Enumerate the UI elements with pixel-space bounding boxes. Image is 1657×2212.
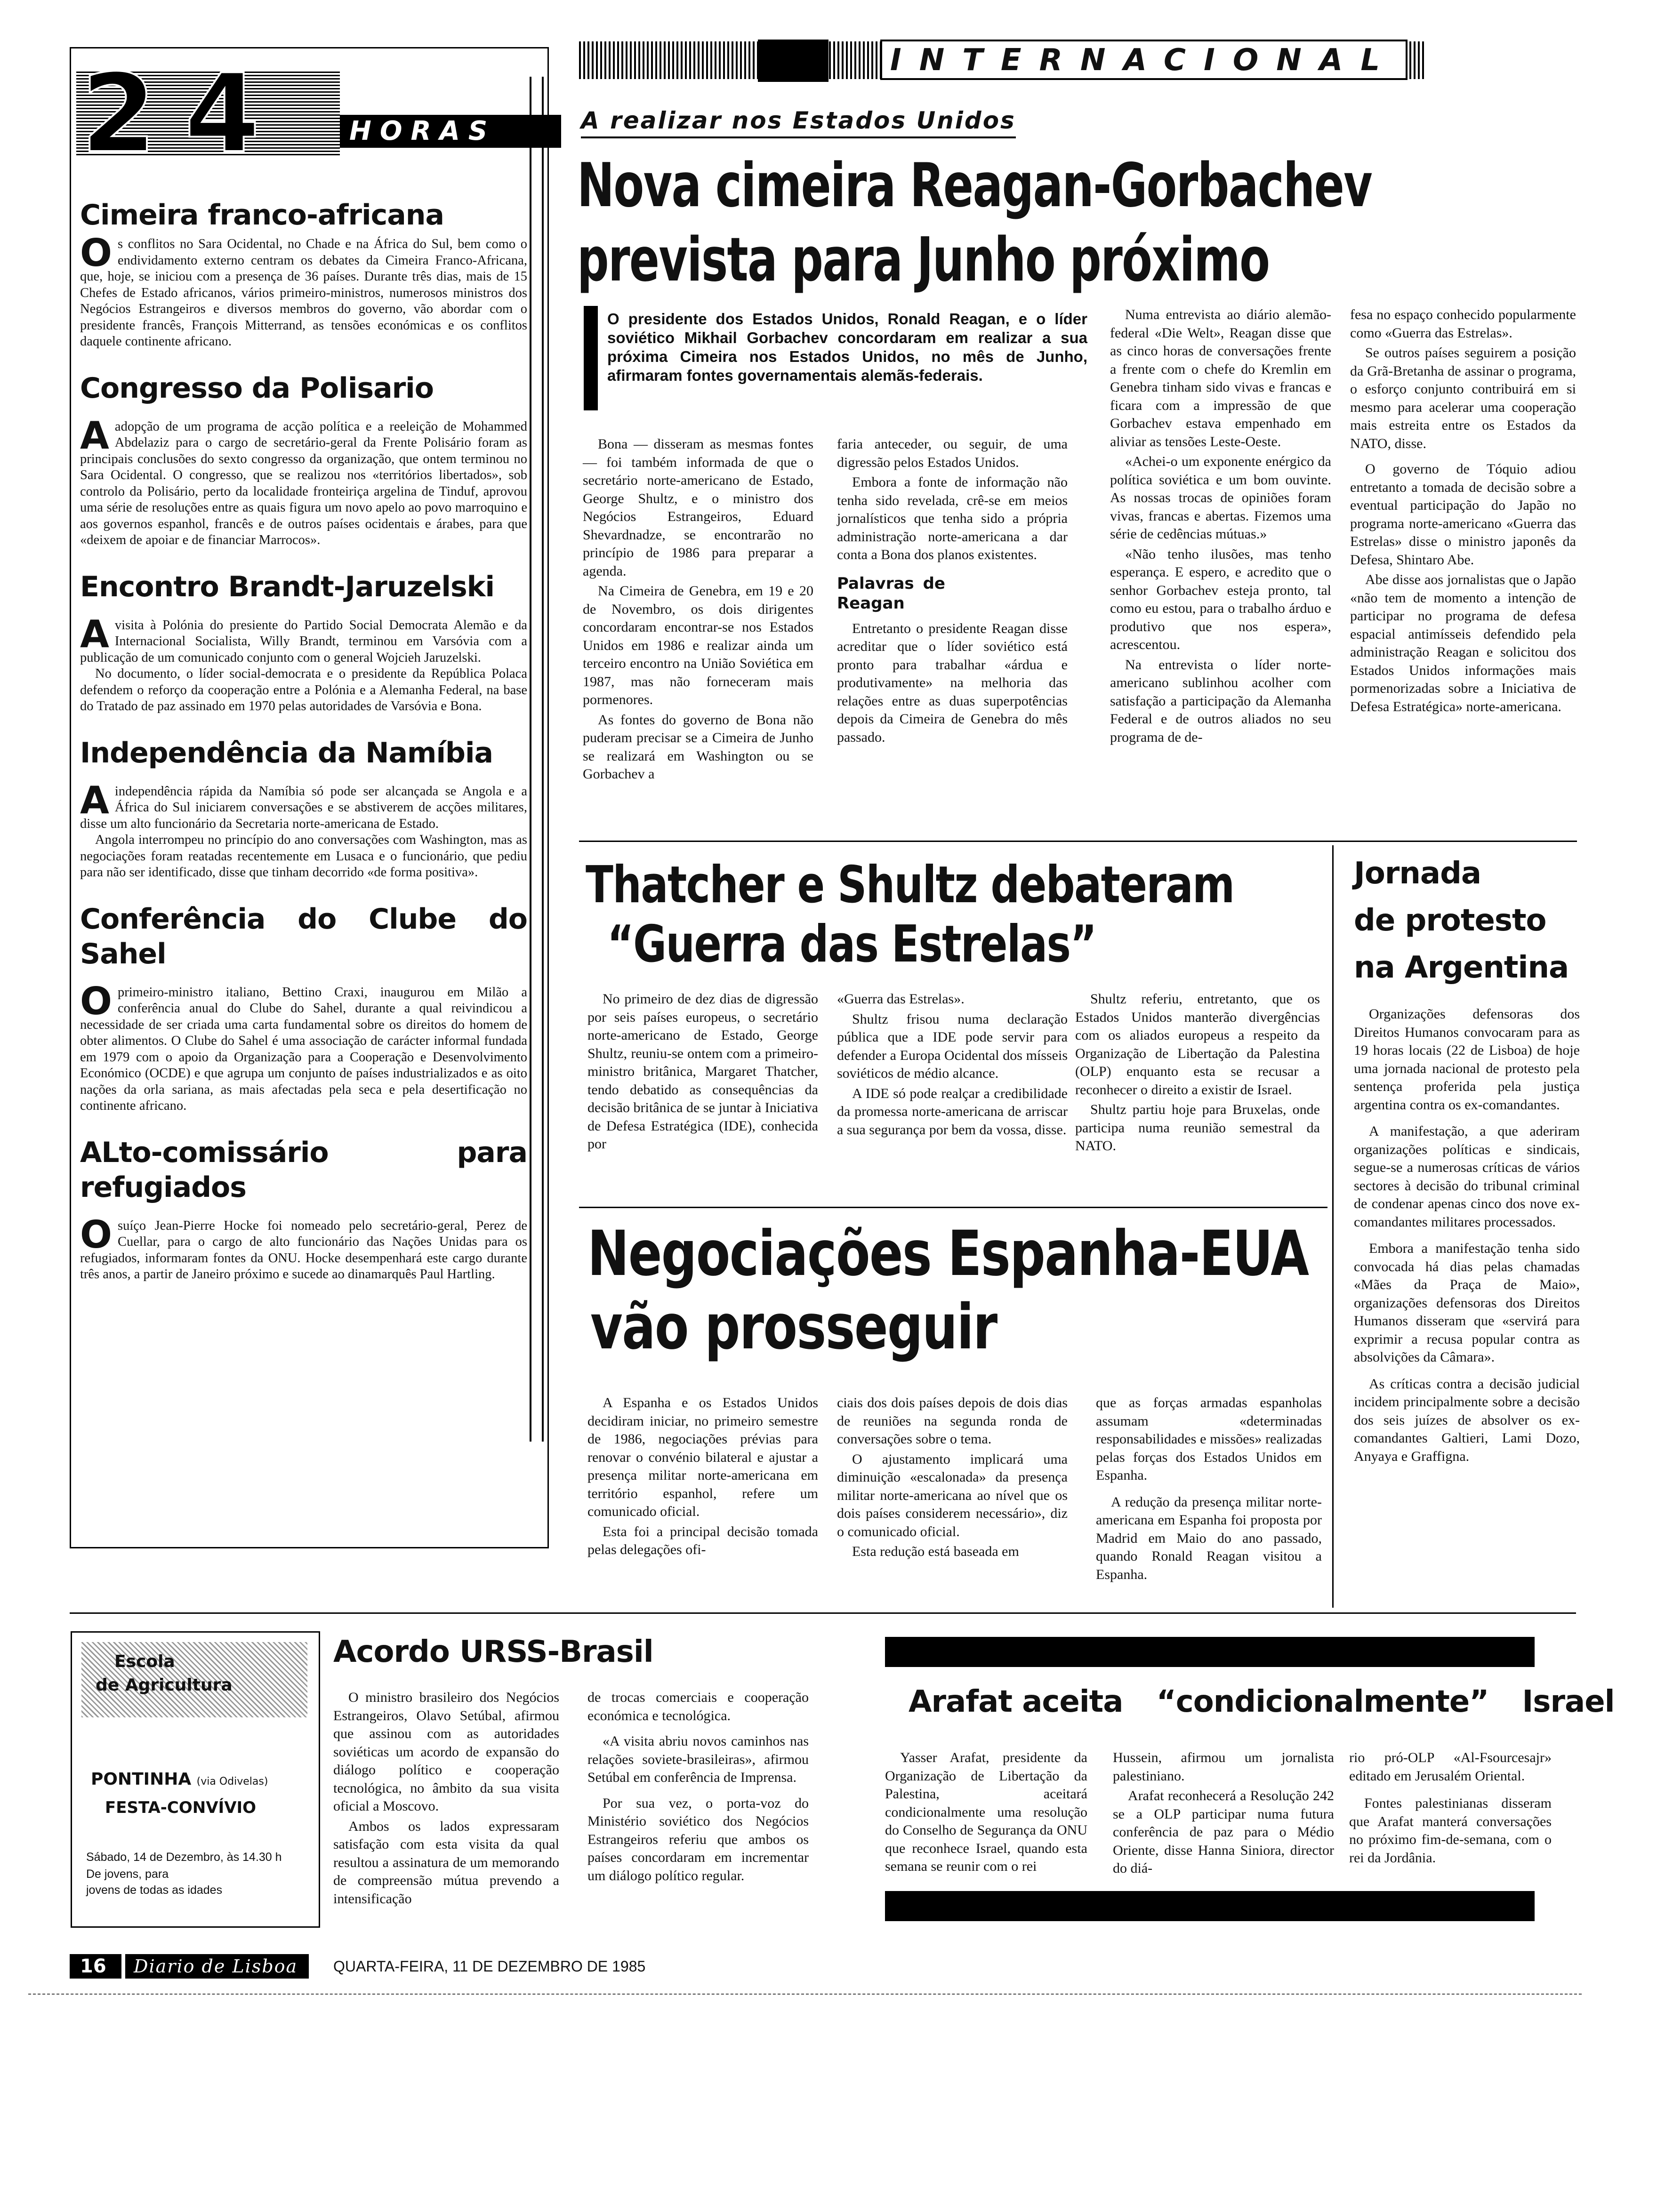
paragraph: Esta foi a principal decisão tomada pelas delegações ofi- xyxy=(587,1523,818,1557)
sidebar-item xyxy=(80,569,527,715)
article6-col-1 xyxy=(885,1749,1087,1878)
paragraph: Hussein, afirmou um jornalista palestiniano. xyxy=(1113,1750,1334,1784)
sidebar-item-text: primeiro-ministro italiano, Bettino Craxi, inaugurou em Milão a conferência anual do Clube do Sahel, durante a qual reivindicou a necessidade de ser criada uma carta fundamental sobre os direitos do homem de obter alimentos. O Clube do Sahel é uma associação de carácter informal fundada em 1979 com o apoio da Organização para a Cooperação e Desenvolvimento Económico (OCDE) e que agrupa um conjunto de países industrializados e as oito nações da orla sariana, as mais afectadas pela seca e pela desertificação no continente africano. xyxy=(80,985,527,1113)
article1-headline-2: prevista para Junho próximo xyxy=(577,225,1270,295)
dropcap: O xyxy=(80,1212,113,1257)
paragraph: faria anteceder, ou seguir, de uma digressão pelos Estados Unidos. xyxy=(837,436,1068,470)
article6-top-bar xyxy=(885,1637,1535,1667)
paragraph: «Guerra das Estrelas». xyxy=(837,991,965,1007)
paragraph: Se outros países seguirem a posição da Grã-Bretanha de assinar o programa, o esforço conjunto contribuirá em si mesmo para acelerar uma cooperação mais estreita entre os Estados da NATO, disse. xyxy=(1350,345,1576,451)
sidebar-item-text: independência rápida da Namíbia só pode ser alcançada se Angola e a África do Sul iniciarem conversações e se abstiverem de acções militares, disse um alto funcionário da Secretaria norte-americana de Estado. xyxy=(80,784,527,831)
paragraph: Numa entrevista ao diário alemão-federal «Die Welt», Reagan disse que as cinco horas de conversações frente a frente com o chefe do Kremlin em Genebra tinham sido vivas e francas e ficara com a impressão de que Gorbachev estava empenhado em aliviar as tensões Leste-Oeste. xyxy=(1110,307,1331,449)
article3-headline-3: na Argentina xyxy=(1354,950,1569,985)
divider xyxy=(70,1612,1576,1614)
ad-place-note: (via Odivelas) xyxy=(196,1776,268,1787)
paragraph: rio pró-OLP «Al-Fsourcesajr» editado em Jerusalém Oriental. xyxy=(1349,1750,1552,1784)
kicker: A realizar nos Estados Unidos xyxy=(581,106,1016,138)
ad-line-1: Escola xyxy=(114,1652,175,1671)
paragraph: Yasser Arafat, presidente da Organização de Libertação da Palestina, aceitará condicionalmente uma resolução do Conselho de Segurança da ONU que reconhece Israel, quando esta semana se reunir com o rei xyxy=(885,1750,1087,1874)
article4-headline-2: vão prosseguir xyxy=(590,1291,997,1363)
article2-col-2 xyxy=(837,990,1068,1141)
sidebar-item-title: Congresso da Polisario xyxy=(80,371,434,405)
paragraph: que as forças armadas espanholas assumam «determinadas responsabilidades e missões» realizadas pelas forças dos Estados Unidos em Espanha. xyxy=(1096,1395,1322,1483)
article4-headline-1: Negociações Espanha-EUA xyxy=(587,1218,1309,1290)
sidebar-item-text: Angola interrompeu no princípio do ano conversações com Washington, mas as negociações foram reatadas recentemente em Lusaca e o funcionário, que pediu para não ser identificado, disse que tinham decorrido «de forma positiva». xyxy=(80,833,527,880)
divider xyxy=(579,1207,1327,1208)
article6-headline-3: Israel xyxy=(1522,1684,1615,1719)
ad-line-2: de Agricultura xyxy=(96,1675,233,1695)
article6-headline xyxy=(909,1683,1615,1721)
sidebar-item-text: visita à Polónia do presiente do Partido Social Democrata Alemão e da Internacional Socialista, Willy Brandt, terminou em Varsóvia com a publicação de um comunicado conjunto com o general Wojcieh Jaruzelski. xyxy=(80,617,527,665)
sidebar-item xyxy=(80,736,527,881)
sidebar-label: HORAS xyxy=(340,115,561,148)
paragraph: A manifestação, a que aderiram organizações políticas e sindicais, segue-se a numerosas críticas de vários sectores à decisão do tribunal criminal de condenar apenas cinco dos nove ex-comandantes militares processados. xyxy=(1354,1123,1580,1230)
article6-headline-1: Arafat aceita xyxy=(909,1684,1123,1719)
article2-headline-2: “Guerra das Estrelas” xyxy=(607,915,1096,974)
dropcap: A xyxy=(80,612,109,656)
paragraph: Shultz referiu, entretanto, que os Estados Unidos manterão divergências com os aliados europeus a respeito da Organização de Libertação da Palestina (OLP) enquanto esta se recusar a reconhecer o direito a existir de Israel. xyxy=(1075,991,1320,1098)
sidebar-item-text: s conflitos no Sara Ocidental, no Chade e na África do Sul, bem como o endividamento externo centram os debates da Cimeira Franco-Africana, que, hoje, se iniciou com a presença de 36 países. Durante três dias, mais de 15 Chefes de Estado africanos, vários primeiro-ministros, numerosos ministros dos Negócios Estrangeiros e diversos membros do governo, vão abordar com o presidente francês, François Mitterrand, as tensões económicas e os conflitos daquele continente africano. xyxy=(80,237,527,349)
sidebar-item xyxy=(80,198,527,350)
article3-headline-2: de protesto xyxy=(1354,903,1546,938)
sidebar-item xyxy=(80,371,527,549)
article1-col-3 xyxy=(1110,306,1331,748)
ad-place-name: PONTINHA xyxy=(91,1770,192,1789)
article3-body xyxy=(1354,1005,1580,1467)
article2-col-1 xyxy=(587,990,818,1155)
dropcap: A xyxy=(80,413,109,457)
sidebar-number: 24 xyxy=(81,51,289,177)
paragraph: Embora a manifestação tenha sido convocada há dias pelas chamadas «Mães da Praça de Maio», organizações defensoras dos Direitos Humanos disseram que «servirá para exprimir a recusa popular contra as absolvições da Câmara». xyxy=(1354,1241,1580,1365)
ad-audience-1: De jovens, para xyxy=(86,1867,169,1881)
article1-lead-bar xyxy=(584,306,598,410)
paragraph: O ministro brasileiro dos Negócios Estrangeiros, Olavo Setúbal, afirmou que assinou com as autoridades soviéticas um acordo de expansão do diálogo político e cooperação tecnológica, no âmbito da sua visita oficial a Moscovo. xyxy=(333,1690,559,1814)
article6-col-3 xyxy=(1349,1749,1552,1869)
issue-date: QUARTA-FEIRA, 11 DE DEZEMBRO DE 1985 xyxy=(333,1958,646,1975)
article4-col-2 xyxy=(837,1394,1068,1563)
sidebar-item-title: Independência da Namíbia xyxy=(80,736,493,769)
paragraph: «A visita abriu novos caminhos nas relações soviete-brasileiras», afirmou Setúbal em conferência de Imprensa. xyxy=(587,1733,809,1785)
paragraph: Fontes palestinianas disseram que Arafat manterá conversações no próximo fim-de-semana, com o rei da Jordânia. xyxy=(1349,1795,1552,1866)
sidebar-header xyxy=(76,51,542,177)
paragraph: Abe disse aos jornalistas que o Japão «não tem de momento a intenção de participar no programa de defesa espacial antimísseis defendido pela administração Reagan e solicitou dos Estados Unidos informações mais pormenorizadas sobre a Iniciativa de Defesa Estratégica» norte-americana. xyxy=(1350,572,1576,714)
sidebar-item-text: adopção de um programa de acção política e a reeleição de Mohammed Abdelaziz para o cargo de secretário-geral da Frente Polisário foram as principais conclusões do sexto congresso da organização, que ontem terminou no Sara Ocidental. O congresso, que se realizou nos «territórios libertados», sob controlo da Polisário, perto da localidade fronteiriça argelina de Tinduf, aprovou uma série de resoluções entre as quais figura um novo apelo ao povo marroquino e aos governos espanhol, francês e de outros países ocidentais e árabes, para que «deixem de apoiar e de financiar Marrocos». xyxy=(80,419,527,547)
sidebar-item xyxy=(80,1135,527,1283)
section-banner xyxy=(579,33,1577,85)
article6-bottom-bar xyxy=(885,1891,1535,1921)
article4-col-1 xyxy=(587,1394,818,1561)
sidebar-item-text: No documento, o líder social-democrata e o presidente da República Polaca defendem o reforço da cooperação entre a Polónia e a Alemanha Federal, na base do Tratado de paz assinado em 1970 pelas autoridades de Varsóvia e Bona. xyxy=(80,666,527,713)
sidebar-item-title: Encontro Brandt-Jaruzelski xyxy=(80,570,495,603)
paragraph: Arafat reconhecerá a Resolução 242 se a OLP participar numa futura conferência de paz para o Médio Oriente, disse Hanna Siniora, director do diá- xyxy=(1113,1788,1334,1876)
paragraph: Na entrevista o líder norte-americano sublinhou acolher com satisfação a participação da Alemanha Federal e de outros aliados no seu programa de de- xyxy=(1110,657,1331,745)
sidebar-items xyxy=(80,198,527,1283)
section-title: INTERNACIONAL xyxy=(880,40,1408,80)
ad-audience-2: jovens de todas as idades xyxy=(86,1883,223,1897)
paragraph: Shultz frisou numa declaração pública que a IDE pode servir para defender a Europa Ocidental dos mísseis soviéticos de médio alcance. xyxy=(837,1011,1068,1081)
ad-date: Sábado, 14 de Dezembro, às 14.30 h xyxy=(86,1851,282,1864)
article5-col-1 xyxy=(333,1689,559,1910)
article6-col-2 xyxy=(1113,1749,1334,1880)
paragraph: «Não tenho ilusões, mas tenho esperança. E espero, e acredito que o senhor Gorbachev esteja pronto, tal como eu estou, para o trabalho árduo e produtivo que nos espera», acrescentou. xyxy=(1110,546,1331,652)
sidebar-item-title: Cimeira franco-africana xyxy=(80,199,444,232)
paragraph: «Achei-o um exponente enérgico da política soviética e um bom ouvinte. As nossas trocas de opiniões foram vivas, francas e abertas. Fizemos uma série de cedências mútuas.» xyxy=(1110,454,1331,542)
paragraph: A redução da presença militar norte-americana em Espanha foi proposta por Madrid em Maio do ano passado, quando Ronald Reagan visitou a Espanha. xyxy=(1096,1494,1322,1582)
paragraph: No primeiro de dez dias de digressão por seis países europeus, o secretário norte-americano de Estado, George Shultz, reuniu-se ontem com a primeiro-ministro britânica, Margaret Thatcher, tendo debatido as consequências da decisão britânica de se juntar à Iniciativa de Defesa Estratégica (IDE), conhecida por xyxy=(587,991,818,1152)
sidebar-item xyxy=(80,902,527,1114)
paragraph: ciais dos dois países depois de dois dias de reuniões na segunda ronda de conversações sobre o tema. xyxy=(837,1395,1068,1447)
paragraph: As fontes do governo de Bona não puderam precisar se a Cimeira de Junho se realizará em Washington ou se Gorbachev a xyxy=(583,712,813,782)
ad-event: FESTA-CONVÍVIO xyxy=(105,1798,257,1817)
article6-headline-2: “condicionalmente” xyxy=(1156,1684,1489,1719)
article1-col-4 xyxy=(1350,306,1576,718)
paragraph: Na Cimeira de Genebra, em 19 e 20 de Novembro, os dois dirigentes concordaram encontrar-se nos Estados Unidos em 1986 e realizar ainda um terceiro encontro na União Soviética em 1987, mas não forneceram mais pormenores. xyxy=(583,583,813,707)
sidebar-item-title: Conferência do Clube do Sahel xyxy=(80,902,527,970)
paragraph: A IDE só pode realçar a credibilidade da promessa norte-americana de arriscar a sua segurança por bem da vossa, disse. xyxy=(837,1085,1068,1138)
banner-logo xyxy=(758,40,828,82)
paragraph: de trocas comerciais e cooperação económica e tecnológica. xyxy=(587,1690,809,1723)
paper-name: Diario de Lisboa xyxy=(125,1954,309,1979)
paragraph: Por sua vez, o porta-voz do Ministério soviético dos Negócios Estrangeiros referiu que ambos os países concordaram em incrementar um diálogo político regular. xyxy=(587,1795,809,1883)
dropcap: O xyxy=(80,231,113,275)
paragraph: Entretanto o presidente Reagan disse acreditar que o líder soviético está pronto para trabalhar «árdua e produtivamente» na melhoria das relações entre as duas superpotências depois da Cimeira de Genebra do mês passado. xyxy=(837,620,1068,745)
sidebar-right-bars xyxy=(530,77,544,1442)
sidebar-item-text: suíço Jean-Pierre Hocke foi nomeado pelo secretário-geral, Perez de Cuellar, para o cargo de alto funcionário das Nações Unidas para os refugiados, informaram fontes da ONU. Hocke desempenhará este cargo durante três anos, a partir de Janeiro próximo e sucede ao dinamarquês Paul Hartling. xyxy=(80,1218,527,1282)
page-number: 16 xyxy=(70,1954,121,1979)
paragraph: Shultz partiu hoje para Bruxelas, onde participa numa reunião semestral da NATO. xyxy=(1075,1102,1320,1154)
divider xyxy=(1332,845,1334,1608)
paragraph: Esta redução está baseada em xyxy=(852,1544,1019,1559)
ad-box xyxy=(71,1631,320,1928)
article3-headline-1: Jornada xyxy=(1354,856,1481,891)
divider xyxy=(579,841,1577,842)
paragraph: As críticas contra a decisão judicial incidem principalmente sobre a decisão dos seis juízes de absolver os ex-comandantes Galtieri, Lami Dozo, Anyaya e Graffigna. xyxy=(1354,1376,1580,1464)
ad-place xyxy=(91,1769,268,1792)
article2-col-3 xyxy=(1075,990,1320,1157)
article5-headline: Acordo URSS-Brasil xyxy=(333,1635,653,1669)
article1-lead: O presidente dos Estados Unidos, Ronald Reagan, e o líder soviético Mikhail Gorbachev concordaram em realizar a sua próxima Cimeira nos Estados Unidos, no mês de Junho, afirmaram fontes governamentais alemãs-federais. xyxy=(607,310,1087,384)
article1-col-2 xyxy=(837,435,1068,748)
paragraph: Organizações defensoras dos Direitos Humanos convocaram para as 19 horas locais (22 de Lisboa) de hoje uma jornada nacional de protesto pela sentença proferida pela justiça argentina contra os ex-comandantes. xyxy=(1354,1006,1580,1113)
paragraph: fesa no espaço conhecido popularmente como «Guerra das Estrelas». xyxy=(1350,307,1576,341)
paragraph: O ajustamento implicará uma diminuição «escalonada» da presença militar norte-americana ao nível que os dois países considerem necessário», diz o comunicado oficial. xyxy=(837,1451,1068,1539)
article2-headline-1: Thatcher e Shultz debateram xyxy=(586,856,1234,914)
paragraph: Ambos os lados expressaram satisfação com esta visita da qual resultou a assinatura de um memorando de compreensão mútua prevendo a intensificação xyxy=(333,1818,559,1907)
article1-headline-1: Nova cimeira Reagan-Gorbachev xyxy=(577,151,1372,221)
paragraph: Embora a fonte de informação não tenha sido revelada, crê-se em meios jornalísticos que tenha sido a própria administração norte-americana a dar conta a Bona dos planos existentes. xyxy=(837,474,1068,562)
article4-col-3 xyxy=(1096,1394,1322,1586)
paragraph: O governo de Tóquio adiou entretanto a tomada de decisão sobre a eventual participação do Japão no programa norte-americano «Guerra das Estrelas» disse o ministro japonês da Defesa, Shintaro Abe. xyxy=(1350,461,1576,568)
sidebar-item-title: ALto-comissário para refugiados xyxy=(80,1136,527,1204)
dropcap: A xyxy=(80,778,109,822)
dropcap: O xyxy=(80,979,113,1023)
paragraph: A Espanha e os Estados Unidos decidiram iniciar, no primeiro semestre de 1986, negociações prévias para renovar o convénio bilateral e ajustar a presença militar norte-americana em território espanhol, refere um comunicado oficial. xyxy=(587,1395,818,1519)
page-bottom-line xyxy=(28,1994,1582,1995)
article5-col-2 xyxy=(587,1689,809,1887)
paragraph: Bona — disseram as mesmas fontes — foi também informada de que o secretário norte-americano de Estado, George Shultz, e o ministro dos Negócios Estrangeiros, Eduard Shevardnadze, se encontrarão no princípio de 1986 para preparar a agenda. xyxy=(583,436,813,579)
article1-subhead: Palavras de Reagan xyxy=(837,574,945,613)
article1-col-1 xyxy=(583,435,813,785)
footer xyxy=(70,1954,823,1980)
